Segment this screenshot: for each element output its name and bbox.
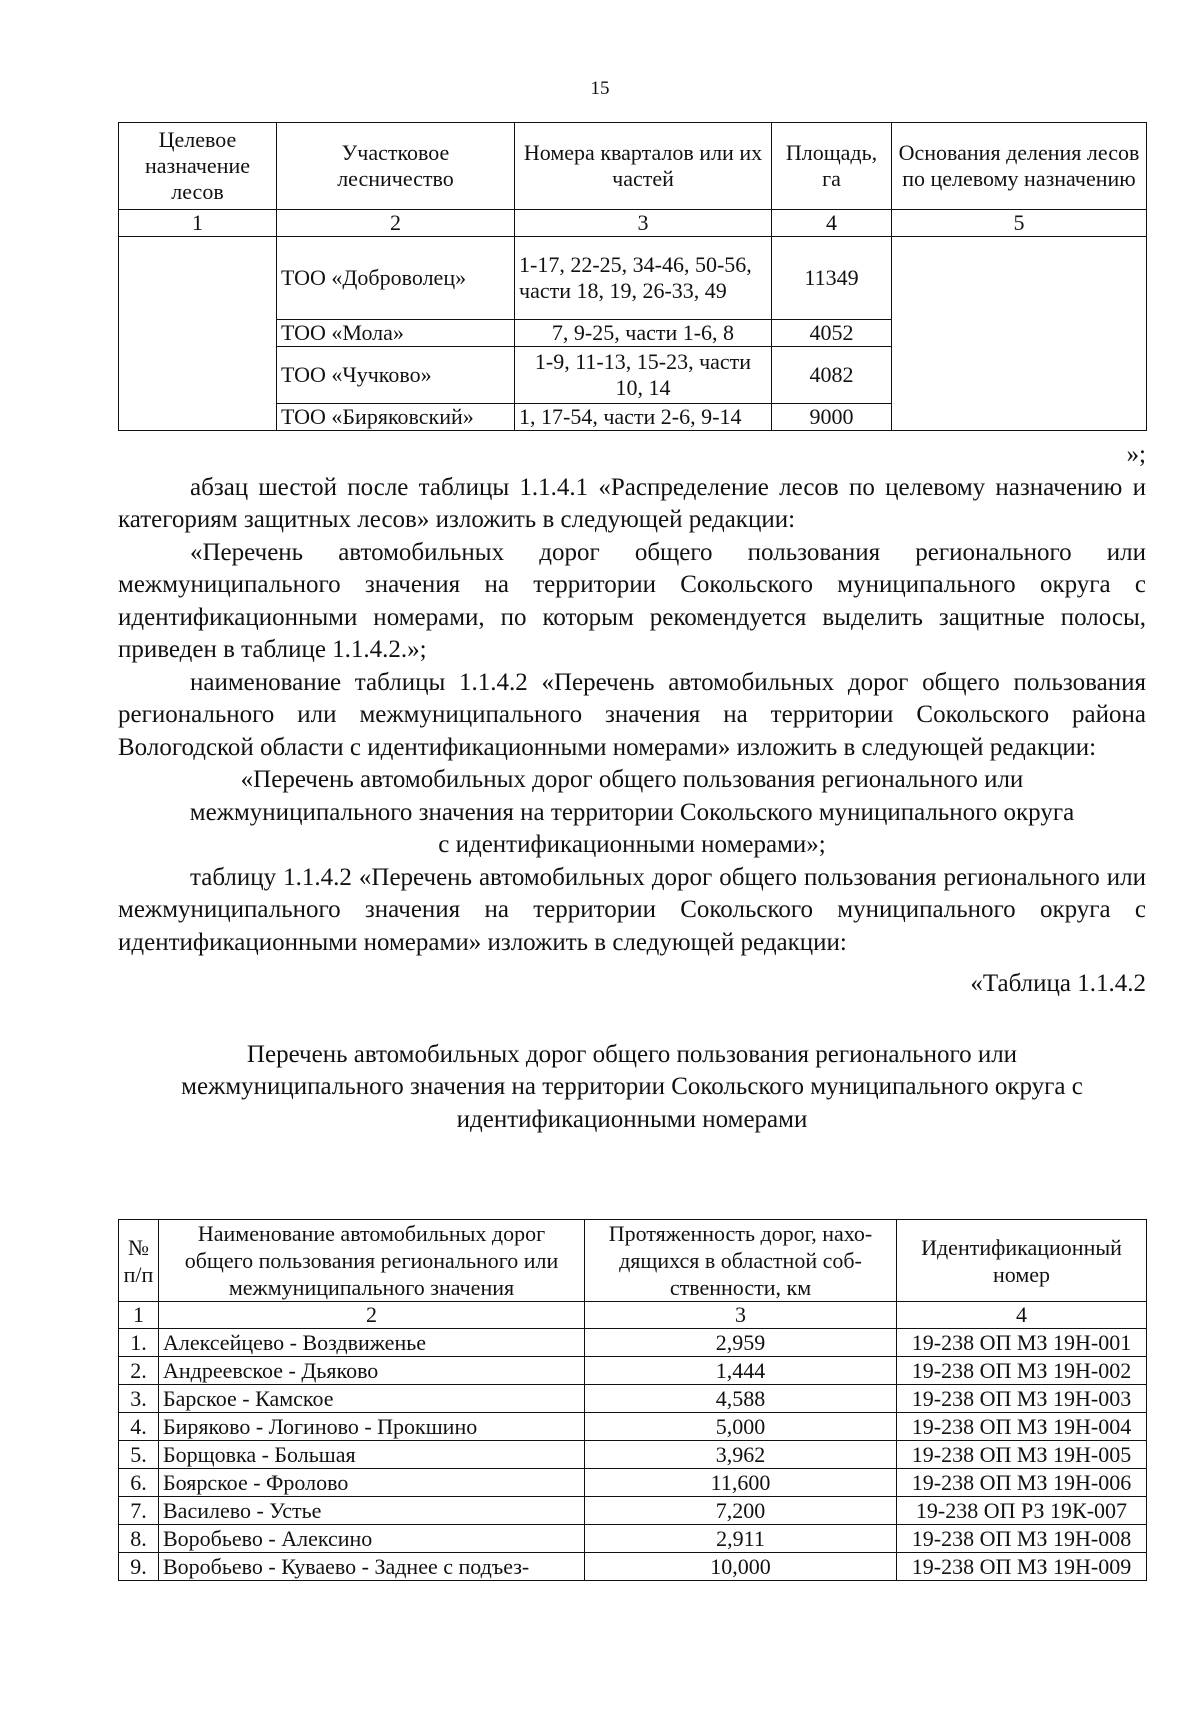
- road-name: Боярское - Фролово: [159, 1469, 585, 1497]
- paragraph: наименование таблицы 1.1.4.2 «Перечень автомобильных дорог общего пользования регионального или межмуниципального значения на территории Сокольского района Вологодской области с идентификационными номерами» изложить в следующей редакции:: [118, 668, 1146, 761]
- table-row: [119, 1329, 1147, 1357]
- area-cell: 9000: [772, 404, 892, 431]
- header-cell: Площадь, га: [772, 123, 892, 210]
- row-number: 7.: [119, 1497, 159, 1525]
- road-name: Воробьево - Куваево - Заднее с подъез-: [159, 1553, 585, 1581]
- basis-cell: [892, 237, 1147, 431]
- road-id: 19-238 ОП МЗ 19Н-004: [897, 1413, 1147, 1441]
- row-number: 4.: [119, 1413, 159, 1441]
- road-length: 2,959: [585, 1329, 897, 1357]
- row-number: 2.: [119, 1357, 159, 1385]
- road-length: 7,200: [585, 1497, 897, 1525]
- row-number: 1.: [119, 1329, 159, 1357]
- column-number: 5: [892, 210, 1147, 237]
- quarters-cell: 1, 17-54, части 2-6, 9-14: [515, 404, 772, 431]
- table-header-row: [119, 1220, 1147, 1302]
- road-length: 10,000: [585, 1553, 897, 1581]
- road-name: Василево - Устье: [159, 1497, 585, 1525]
- road-id: 19-238 ОП МЗ 19Н-003: [897, 1385, 1147, 1413]
- column-number: 2: [277, 210, 515, 237]
- table-row: [119, 1441, 1147, 1469]
- column-number: 3: [515, 210, 772, 237]
- row-number: 8.: [119, 1525, 159, 1553]
- road-name: Борщовка - Большая: [159, 1441, 585, 1469]
- header-cell: Идентификационный номер: [897, 1220, 1147, 1302]
- header-cell: № п/п: [119, 1220, 159, 1302]
- roads-table: [118, 1219, 1147, 1581]
- road-name: Андреевское - Дьяково: [159, 1357, 585, 1385]
- quarters-cell: 1-9, 11-13, 15-23, части 10, 14: [515, 347, 772, 404]
- table-row: [119, 1469, 1147, 1497]
- road-name: Воробьево - Алексино: [159, 1525, 585, 1553]
- area-cell: 4052: [772, 320, 892, 347]
- quote-close: »;: [1126, 441, 1146, 468]
- road-id: 19-238 ОП МЗ 19Н-002: [897, 1357, 1147, 1385]
- district-cell: ТОО «Мола»: [277, 320, 515, 347]
- quarters-cell: 7, 9-25, части 1-6, 8: [515, 320, 772, 347]
- road-length: 1,444: [585, 1357, 897, 1385]
- table-label: «Таблица 1.1.4.2: [970, 970, 1146, 997]
- header-cell: Наименование автомобильных дорог общего пользования регионального или межмуниципального значения: [159, 1220, 585, 1302]
- forest-distribution-table: [118, 122, 1147, 431]
- column-number: 2: [159, 1302, 585, 1329]
- table-row: [119, 1413, 1147, 1441]
- quarters-cell: 1-17, 22-25, 34-46, 50-56, части 18, 19, 26-33, 49: [515, 237, 772, 320]
- road-id: 19-238 ОП МЗ 19Н-001: [897, 1329, 1147, 1357]
- table-header-row: [119, 123, 1147, 210]
- header-cell: Основания деления лесов по целевому назначению: [892, 123, 1147, 210]
- road-id: 19-238 ОП МЗ 19Н-009: [897, 1553, 1147, 1581]
- table-row: [119, 1385, 1147, 1413]
- column-number: 3: [585, 1302, 897, 1329]
- area-cell: 4082: [772, 347, 892, 404]
- header-cell: Номера кварталов или их частей: [515, 123, 772, 210]
- road-name: Барское - Камское: [159, 1385, 585, 1413]
- column-number: 1: [119, 210, 277, 237]
- road-id: 19-238 ОП МЗ 19Н-005: [897, 1441, 1147, 1469]
- column-number-row: [119, 210, 1147, 237]
- area-cell: 11349: [772, 237, 892, 320]
- row-number: 9.: [119, 1553, 159, 1581]
- road-id: 19-238 ОП МЗ 19Н-006: [897, 1469, 1147, 1497]
- table-row: [119, 1525, 1147, 1553]
- column-number: 4: [772, 210, 892, 237]
- quoted-title: «Перечень автомобильных дорог общего пользования регионального или межмуниципального значения на территории Сокольского муниципального округа с идентификационными номерами»;: [189, 766, 1075, 858]
- column-number: 4: [897, 1302, 1147, 1329]
- road-id: 19-238 ОП МЗ 19Н-008: [897, 1525, 1147, 1553]
- road-length: 2,911: [585, 1525, 897, 1553]
- table-row: [119, 1553, 1147, 1581]
- road-length: 5,000: [585, 1413, 897, 1441]
- road-length: 4,588: [585, 1385, 897, 1413]
- header-cell: Участковое лесничество: [277, 123, 515, 210]
- header-cell: Целевое назначение лесов: [119, 123, 277, 210]
- column-number: 1: [119, 1302, 159, 1329]
- row-number: 3.: [119, 1385, 159, 1413]
- header-cell: Протяженность дорог, нахо-дящихся в областной соб-ственности, км: [585, 1220, 897, 1302]
- row-number: 6.: [119, 1469, 159, 1497]
- table-row: [119, 237, 1147, 320]
- road-length: 3,962: [585, 1441, 897, 1469]
- road-id: 19-238 ОП РЗ 19К-007: [897, 1497, 1147, 1525]
- purpose-cell: [119, 237, 277, 431]
- table-title: Перечень автомобильных дорог общего пользования регионального или межмуниципального значения на территории Сокольского муниципального округа с идентификационными номерами: [181, 1040, 1083, 1133]
- district-cell: ТОО «Биряковский»: [277, 404, 515, 431]
- district-cell: ТОО «Чучково»: [277, 347, 515, 404]
- row-number: 5.: [119, 1441, 159, 1469]
- road-name: Биряково - Логиново - Прокшино: [159, 1413, 585, 1441]
- paragraph: абзац шестой после таблицы 1.1.4.1 «Распределение лесов по целевому назначению и категориям защитных лесов» изложить в следующей редакции:: [118, 473, 1146, 533]
- page-number: 15: [590, 78, 610, 99]
- table-row: [119, 1497, 1147, 1525]
- column-number-row: [119, 1302, 1147, 1329]
- table-row: [119, 1357, 1147, 1385]
- paragraph: «Перечень автомобильных дорог общего пользования регионального или межмуниципального значения на территории Сокольского муниципального округа с идентификационными номерами, по которым рекомендуется выделить защитные полосы, приведен в таблице 1.1.4.2.»;: [118, 538, 1146, 663]
- paragraph: таблицу 1.1.4.2 «Перечень автомобильных дорог общего пользования регионального или межмуниципального значения на территории Сокольского муниципального округа с идентификационными номерами» изложить в следующей редакции:: [118, 863, 1146, 956]
- body-text: [118, 441, 1146, 1136]
- road-length: 11,600: [585, 1469, 897, 1497]
- road-name: Алексейцево - Воздвиженье: [159, 1329, 585, 1357]
- district-cell: ТОО «Доброволец»: [277, 237, 515, 320]
